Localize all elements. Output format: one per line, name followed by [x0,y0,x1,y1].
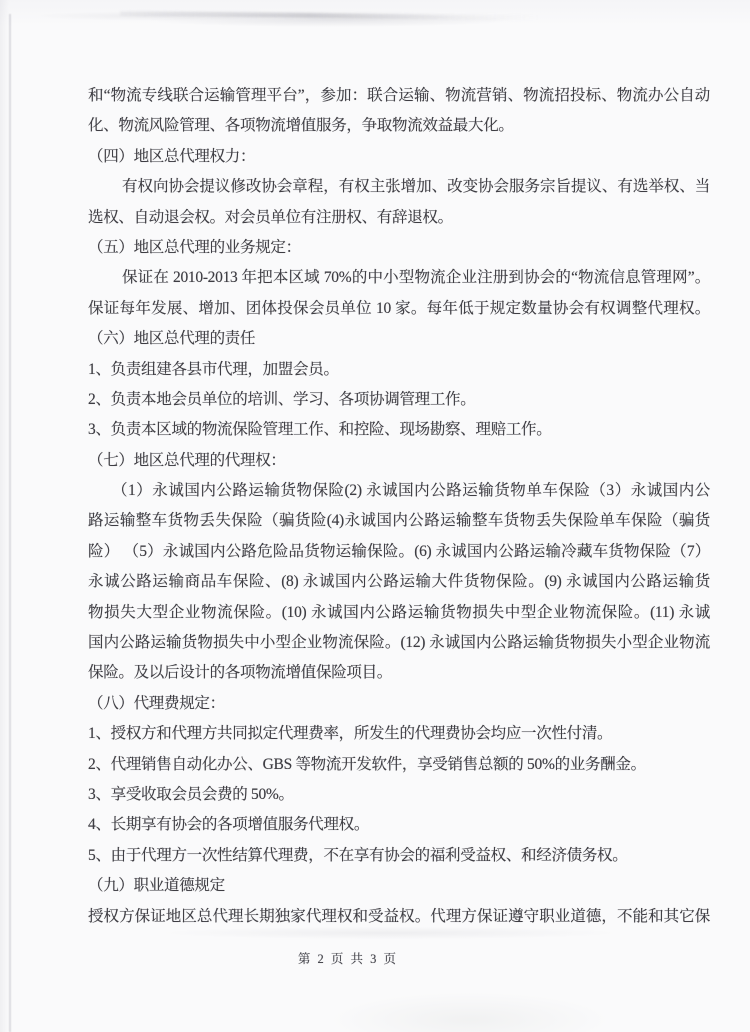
text-line: （四）地区总代理权力： [88,147,256,165]
text-line: 选权、自动退会权。对会员单位有注册权、有辞退权。 [88,208,453,226]
text-line: （五）地区总代理的业务规定： [88,238,301,256]
text-line: 3、负责本区域的物流保险管理工作、和控险、现场勘察、理赔工作。 [88,421,552,439]
text-line: （八）代理费规定： [88,694,225,712]
scan-artifact-top-smudge [120,11,540,20]
scan-artifact-left-shade [0,0,9,1032]
scan-artifact-left-edge-line [9,14,11,1032]
text-line: 1、负责组建各县市代理，加盟会员。 [88,360,339,378]
text-line: 授权方保证地区总代理长期独家代理权和受益权。代理方保证遵守职业道德，不能和其它保 [88,907,710,925]
text-line: 2、负责本地会员单位的培训、学习、各项协调管理工作。 [88,390,476,408]
text-line: （九）职业道德规定 [88,877,225,895]
text-line: （六）地区总代理的责任 [88,330,256,348]
text-line: 和“物流专线联合运输管理平台”，参加：联合运输、物流营销、物流招投标、物流办公自动 [88,87,710,104]
document-body [88,81,710,932]
text-line: 物损失大型企业物流保险。(10) 永诚国内公路运输货物损失中型企业物流保险。(11) 永诚 [88,603,710,621]
text-line: 5、由于代理方一次性结算代理费，不在享有协会的福利受益权、和经济债务权。 [88,846,628,864]
text-line: 3、享受收取会员会费的 50%。 [88,785,294,803]
text-line: （1）永诚国内公路运输货物保险(2) 永诚国内公路运输货物单车保险（3）永诚国内公 [112,482,710,500]
text-line: 永诚公路运输商品车保险、(8) 永诚国内公路运输大件货物保险。(9) 永诚国内公路运输货 [88,573,710,591]
text-line: 国内公路运输货物损失中小型企业物流保险。(12) 永诚国内公路运输货物损失小型企业物流 [88,634,710,652]
text-line: 保险。及以后设计的各项物流增值保险项目。 [88,664,393,682]
text-line: 化、物流风险管理、各项物流增值服务，争取物流效益最大化。 [88,117,514,135]
text-line: （七）地区总代理的代理权： [88,451,286,469]
text-line: 险） （5）永诚国内公路危险品货物运输保险。(6) 永诚国内公路运输冷藏车货物保险（7） [88,542,710,560]
text-line: 有权向协会提议修改协会章程，有权主张增加、改变协会服务宗旨提议、有选举权、当 [122,178,710,196]
text-line: 路运输整车货物丢失保险（骗货险(4)永诚国内公路运输整车货物丢失保险单车保险（骗货 [88,512,710,530]
page-footer: 第 2 页 共 3 页 [297,952,399,966]
text-line: 2、代理销售自动化办公、GBS 等物流开发软件，享受销售总额的 50%的业务酬金。 [88,755,646,773]
text-line: 保证每年发展、增加、团体投保会员单位 10 家。每年低于规定数量协会有权调整代理权。 [88,299,710,317]
text-line: 保证在 2010-2013 年把本区域 70%的中小型物流企业注册到协会的“物流信息管理网”。 [122,269,710,287]
text-line: 1、授权方和代理方共同拟定代理费率，所发生的代理费协会均应一次性付清。 [88,725,613,743]
text-line: 4、长期享有协会的各项增值服务代理权。 [88,816,370,834]
